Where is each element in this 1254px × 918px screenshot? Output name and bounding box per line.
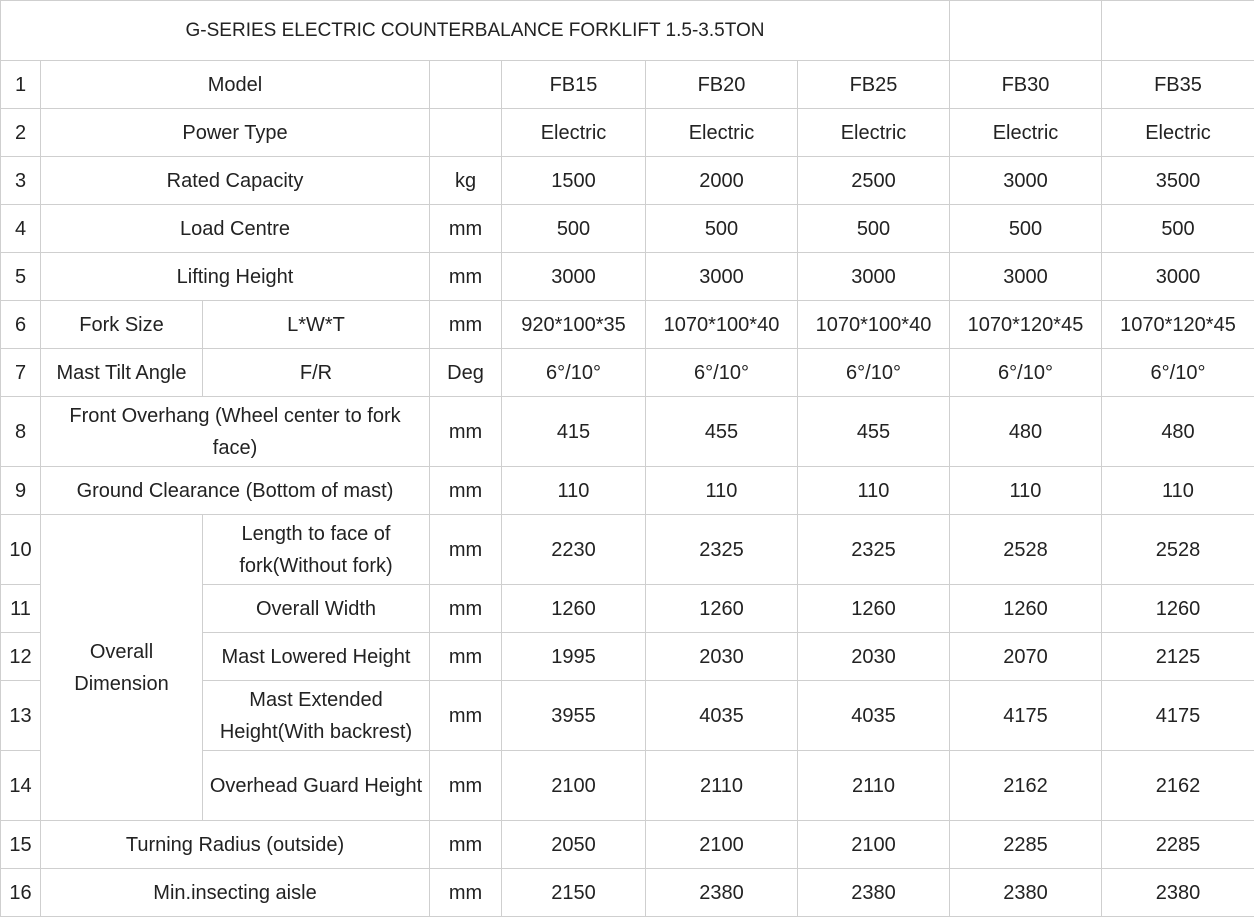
cell-value: 2380	[798, 869, 950, 917]
cell-value: 1070*120*45	[1102, 301, 1254, 349]
cell-value: Electric	[950, 109, 1102, 157]
cell-value: 6°/10°	[950, 349, 1102, 397]
row-number: 1	[1, 61, 41, 109]
cell-value: 500	[950, 205, 1102, 253]
cell-value: 500	[798, 205, 950, 253]
cell-value: 1070*120*45	[950, 301, 1102, 349]
row-number: 4	[1, 205, 41, 253]
cell-value: 110	[798, 467, 950, 515]
cell-value: 3000	[950, 157, 1102, 205]
cell-value: 3000	[502, 253, 646, 301]
row-number: 11	[1, 585, 41, 633]
cell-value: Electric	[646, 109, 798, 157]
cell-value: 1260	[950, 585, 1102, 633]
row-number: 8	[1, 397, 41, 467]
cell-value: 2110	[646, 751, 798, 821]
cell-value: 2100	[502, 751, 646, 821]
row-number: 10	[1, 515, 41, 585]
cell-value: 2000	[646, 157, 798, 205]
cell-value: 2325	[646, 515, 798, 585]
row-unit	[430, 61, 502, 109]
table-row	[1, 349, 1254, 397]
row-unit: mm	[430, 585, 502, 633]
table-row	[1, 397, 1254, 467]
table-row	[1, 821, 1254, 869]
row-label: Front Overhang (Wheel center to fork face)	[41, 397, 430, 467]
cell-value: 3500	[1102, 157, 1254, 205]
cell-value: FB35	[1102, 61, 1254, 109]
title-row	[1, 1, 1254, 61]
cell-value: 2230	[502, 515, 646, 585]
row-number: 6	[1, 301, 41, 349]
row-unit: mm	[430, 821, 502, 869]
cell-value: 2125	[1102, 633, 1254, 681]
cell-value: 2380	[950, 869, 1102, 917]
cell-value: 2528	[950, 515, 1102, 585]
group-label-overall-dimension: Overall Dimension	[41, 515, 203, 821]
cell-value: 2380	[646, 869, 798, 917]
cell-value: 480	[950, 397, 1102, 467]
row-unit: mm	[430, 205, 502, 253]
cell-value: 2030	[646, 633, 798, 681]
cell-value: 4175	[950, 681, 1102, 751]
empty-cell	[1102, 1, 1254, 61]
cell-value: 110	[502, 467, 646, 515]
row-unit: mm	[430, 301, 502, 349]
row-number: 9	[1, 467, 41, 515]
row-unit: Deg	[430, 349, 502, 397]
cell-value: 2380	[1102, 869, 1254, 917]
table-row	[1, 109, 1254, 157]
row-label: Power Type	[41, 109, 430, 157]
row-label: Ground Clearance (Bottom of mast)	[41, 467, 430, 515]
cell-value: 3955	[502, 681, 646, 751]
row-unit: mm	[430, 633, 502, 681]
row-sublabel: Mast Extended Height(With backrest)	[203, 681, 430, 751]
cell-value: 415	[502, 397, 646, 467]
row-label: Lifting Height	[41, 253, 430, 301]
row-label: Fork Size	[41, 301, 203, 349]
row-label: Turning Radius (outside)	[41, 821, 430, 869]
table-row	[1, 253, 1254, 301]
cell-value: 6°/10°	[1102, 349, 1254, 397]
table-row	[1, 515, 1254, 585]
cell-value: 2325	[798, 515, 950, 585]
table-row	[1, 467, 1254, 515]
empty-cell	[950, 1, 1102, 61]
row-label: Min.insecting aisle	[41, 869, 430, 917]
row-number: 13	[1, 681, 41, 751]
cell-value: 110	[1102, 467, 1254, 515]
cell-value: 2500	[798, 157, 950, 205]
cell-value: 455	[798, 397, 950, 467]
cell-value: 1070*100*40	[798, 301, 950, 349]
cell-value: 500	[502, 205, 646, 253]
row-label: Model	[41, 61, 430, 109]
row-number: 16	[1, 869, 41, 917]
cell-value: 500	[646, 205, 798, 253]
cell-value: 2100	[798, 821, 950, 869]
table-row	[1, 301, 1254, 349]
cell-value: 1260	[798, 585, 950, 633]
row-sublabel: Length to face of fork(Without fork)	[203, 515, 430, 585]
row-unit: mm	[430, 751, 502, 821]
row-number: 5	[1, 253, 41, 301]
cell-value: FB20	[646, 61, 798, 109]
cell-value: 4035	[646, 681, 798, 751]
cell-value: 455	[646, 397, 798, 467]
cell-value: 2110	[798, 751, 950, 821]
row-number: 14	[1, 751, 41, 821]
cell-value: 1260	[1102, 585, 1254, 633]
cell-value: 110	[950, 467, 1102, 515]
row-sublabel: F/R	[203, 349, 430, 397]
cell-value: 4035	[798, 681, 950, 751]
row-number: 7	[1, 349, 41, 397]
row-unit: mm	[430, 467, 502, 515]
cell-value: 3000	[646, 253, 798, 301]
cell-value: 2285	[950, 821, 1102, 869]
cell-value: Electric	[798, 109, 950, 157]
table-row	[1, 205, 1254, 253]
cell-value: 6°/10°	[502, 349, 646, 397]
table-row	[1, 61, 1254, 109]
cell-value: 480	[1102, 397, 1254, 467]
row-unit: mm	[430, 515, 502, 585]
cell-value: Electric	[502, 109, 646, 157]
row-sublabel: Overall Width	[203, 585, 430, 633]
cell-value: 2150	[502, 869, 646, 917]
cell-value: 2070	[950, 633, 1102, 681]
cell-value: FB15	[502, 61, 646, 109]
cell-value: 920*100*35	[502, 301, 646, 349]
cell-value: 1500	[502, 157, 646, 205]
row-number: 12	[1, 633, 41, 681]
row-sublabel: Mast Lowered Height	[203, 633, 430, 681]
cell-value: FB30	[950, 61, 1102, 109]
row-sublabel: Overhead Guard Height	[203, 751, 430, 821]
table-row	[1, 869, 1254, 917]
cell-value: 6°/10°	[798, 349, 950, 397]
cell-value: 1260	[502, 585, 646, 633]
cell-value: 1070*100*40	[646, 301, 798, 349]
row-unit: mm	[430, 869, 502, 917]
row-unit: kg	[430, 157, 502, 205]
cell-value: 2528	[1102, 515, 1254, 585]
cell-value: 6°/10°	[646, 349, 798, 397]
cell-value: 4175	[1102, 681, 1254, 751]
table-row	[1, 157, 1254, 205]
cell-value: 3000	[798, 253, 950, 301]
row-number: 2	[1, 109, 41, 157]
row-label: Rated Capacity	[41, 157, 430, 205]
row-sublabel: L*W*T	[203, 301, 430, 349]
cell-value: Electric	[1102, 109, 1254, 157]
row-number: 3	[1, 157, 41, 205]
row-unit: mm	[430, 397, 502, 467]
row-label: Load Centre	[41, 205, 430, 253]
cell-value: 2100	[646, 821, 798, 869]
cell-value: 1260	[646, 585, 798, 633]
cell-value: FB25	[798, 61, 950, 109]
row-unit: mm	[430, 681, 502, 751]
cell-value: 3000	[950, 253, 1102, 301]
cell-value: 2162	[1102, 751, 1254, 821]
cell-value: 2050	[502, 821, 646, 869]
cell-value: 2285	[1102, 821, 1254, 869]
cell-value: 1995	[502, 633, 646, 681]
cell-value: 2030	[798, 633, 950, 681]
row-label: Mast Tilt Angle	[41, 349, 203, 397]
row-unit	[430, 109, 502, 157]
row-unit: mm	[430, 253, 502, 301]
row-number: 15	[1, 821, 41, 869]
cell-value: 500	[1102, 205, 1254, 253]
cell-value: 2162	[950, 751, 1102, 821]
cell-value: 3000	[1102, 253, 1254, 301]
table-title: G-SERIES ELECTRIC COUNTERBALANCE FORKLIFT 1.5-3.5TON	[1, 1, 950, 61]
cell-value: 110	[646, 467, 798, 515]
